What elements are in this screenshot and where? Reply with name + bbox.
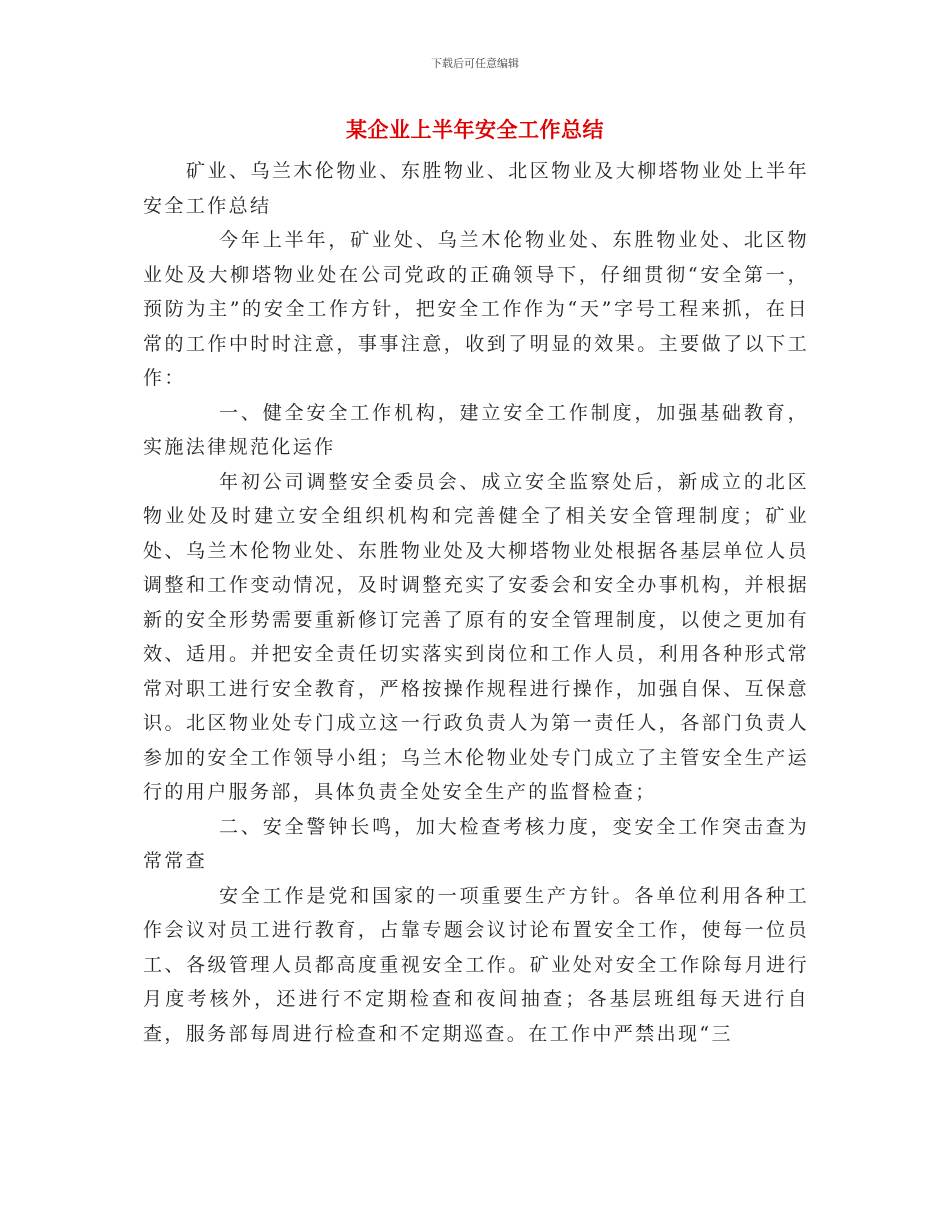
document-subtitle: 矿业、乌兰木伦物业、东胜物业、北区物业及大柳塔物业处上半年安全工作总结 [143, 160, 809, 217]
document-title: 某企业上半年安全工作总结 [346, 118, 604, 142]
paragraph-section-1: 年初公司调整安全委员会、成立安全监察处后，新成立的北区物业处及时建立安全组织机构和完善健全了相关安全管理制度；矿业处、乌兰木伦物业处、东胜物业处及大柳塔物业处根据各基层单位人员调整和工作变动情况，及时调整充实了安委会和安全办事机构，并根据新的安全形势需要重新修订完善了原有的安全管理制度，以使之更加有效、适用。并把安全责任切实落实到岗位和工作人员，利用各种形式常常对职工进行安全教育，严格按操作规程进行操作，加强自保、互保意识。北区物业处专门成立这一行政负责人为第一责任人，各部门负责人参加的安全工作领导小组；乌兰木伦物业处专门成立了主管安全生产运行的用户服务部，具体负责全处安全生产的监督检查； [143, 470, 809, 803]
page-header-note: 下载后可任意编辑 [431, 57, 519, 70]
section-heading-2: 二、安全警钟长鸣，加大检查考核力度，变安全工作突击查为常常查 [143, 815, 809, 872]
paragraph-intro: 今年上半年，矿业处、乌兰木伦物业处、东胜物业处、北区物业处及大柳塔物业处在公司党政的正确领导下，仔细贯彻“安全第一，预防为主”的安全工作方针，把安全工作作为“天”字号工程来抓，在日常的工作中时时注意，事事注意，收到了明显的效果。主要做了以下工作： [143, 229, 809, 389]
document-body [143, 154, 809, 1051]
paragraph-section-2: 安全工作是党和国家的一项重要生产方针。各单位利用各种工作会议对员工进行教育，占靠专题会议讨论布置安全工作，使每一位员工、各级管理人员都高度重视安全工作。矿业处对安全工作除每月进行月度考核外，还进行不定期检查和夜间抽查；各基层班组每天进行自查，服务部每周进行检查和不定期巡查。在工作中严禁出现“三 [143, 884, 809, 1045]
section-heading-1: 一、健全安全工作机构，建立安全工作制度，加强基础教育，实施法律规范化运作 [143, 401, 809, 458]
